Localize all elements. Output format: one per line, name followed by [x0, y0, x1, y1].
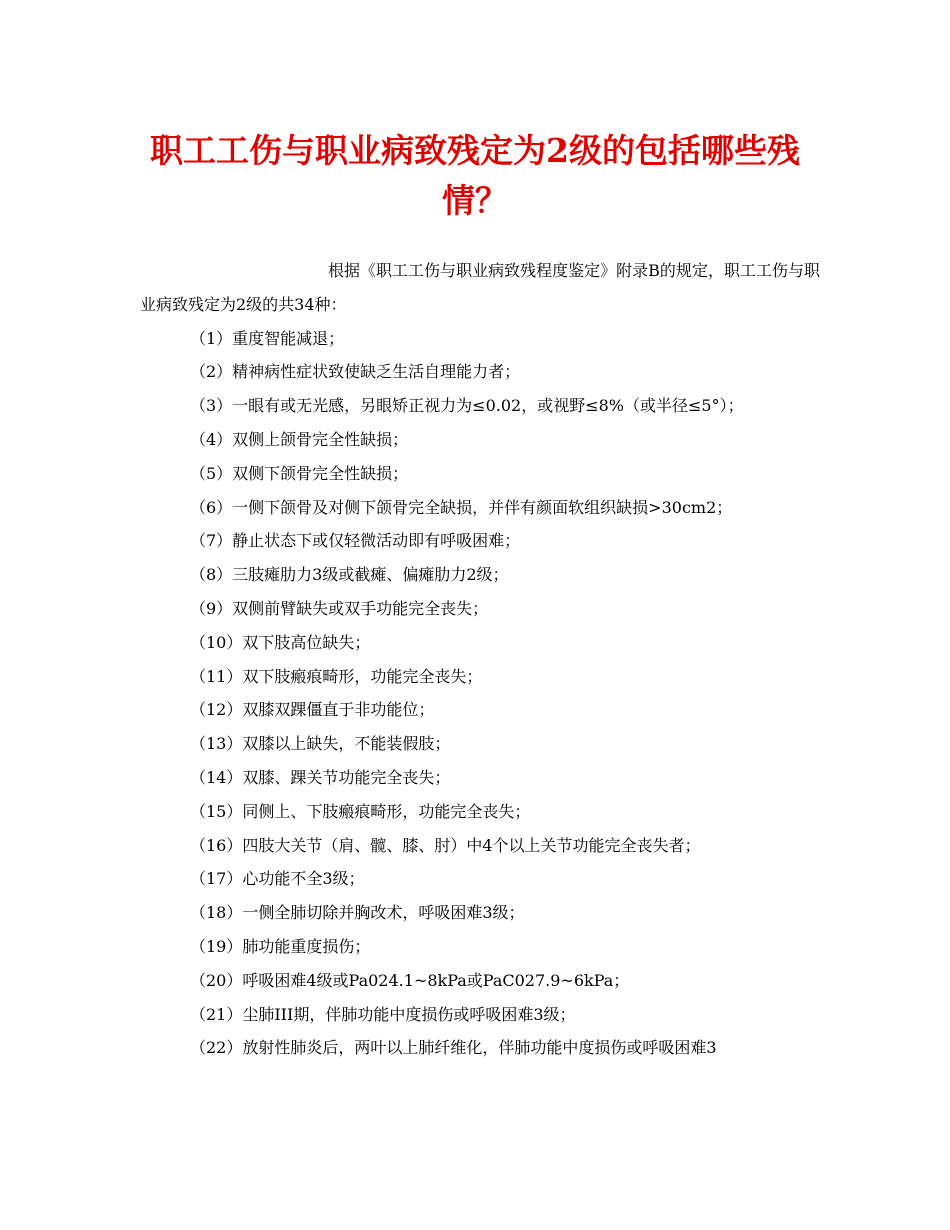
- list-item: （1）重度智能减退；: [190, 328, 345, 348]
- list-item: （13）双膝以上缺失，不能装假肢；: [190, 734, 451, 754]
- list-item: （16）四肢大关节（肩、髋、膝、肘）中4个以上关节功能完全丧失者；: [190, 835, 701, 855]
- list-item: （2）精神病性症状致使缺乏生活自理能力者；: [190, 362, 521, 382]
- list-item: （6）一侧下颌骨及对侧下颌骨完全缺损，并伴有颜面软组织缺损>30cm2；: [190, 497, 733, 517]
- list-item: （19）肺功能重度损伤；: [190, 936, 371, 956]
- list-item: （10）双下肢高位缺失；: [190, 632, 371, 652]
- document-body: [140, 254, 820, 1065]
- list-item: （15）同侧上、下肢瘢痕畸形，功能完全丧失；: [190, 801, 531, 821]
- list-item: （5）双侧下颌骨完全性缺损；: [190, 463, 409, 483]
- list-item: （17）心功能不全3级；: [190, 869, 365, 889]
- list-item: （12）双膝双踝僵直于非功能位；: [190, 700, 435, 720]
- list-item: （8）三肢瘫肋力3级或截瘫、偏瘫肋力2级；: [190, 565, 509, 585]
- list-item: （3）一眼有或无光感，另眼矫正视力为≤0.02，或视野≤8%（或半径≤5°）；: [190, 396, 744, 416]
- list-item: （9）双侧前臂缺失或双手功能完全丧失；: [190, 598, 489, 618]
- list-item: （11）双下肢瘢痕畸形，功能完全丧失；: [190, 666, 483, 686]
- list-item: （20）呼吸困难4级或Pa024.1~8kPa或PaC027.9~6kPa；: [190, 970, 630, 990]
- document-title: 职工工伤与职业病致残定为2级的包括哪些残情？: [150, 131, 800, 220]
- list-item: （4）双侧上颌骨完全性缺损；: [190, 429, 409, 449]
- list-item: （22）放射性肺炎后，两叶以上肺纤维化，伴肺功能中度损伤或呼吸困难3: [190, 1038, 717, 1058]
- list-item: （14）双膝、踝关节功能完全丧失；: [190, 767, 451, 787]
- list-item: （18）一侧全肺切除并胸改术，呼吸困难3级；: [190, 903, 525, 923]
- list-item: （21）尘肺III期，伴肺功能中度损伤或呼吸困难3级；: [190, 1004, 576, 1024]
- disability-list: [140, 322, 820, 1066]
- list-item: （7）静止状态下或仅轻微活动即有呼吸困难；: [190, 531, 521, 551]
- intro-paragraph: 根据《职工工伤与职业病致残程度鉴定》附录B的规定，职工工伤与职业病致残定为2级的共34种：: [140, 261, 820, 314]
